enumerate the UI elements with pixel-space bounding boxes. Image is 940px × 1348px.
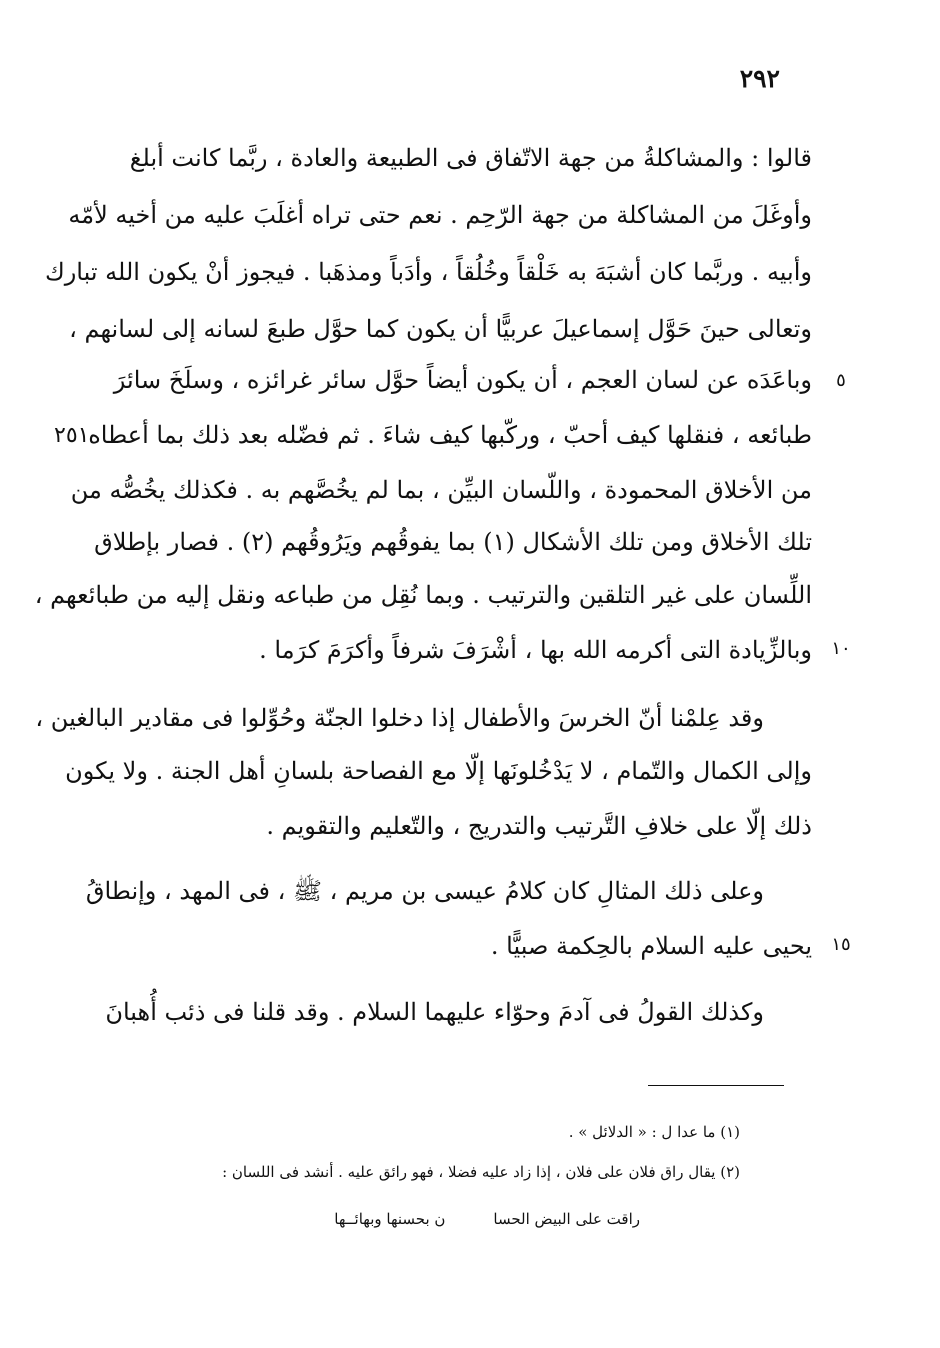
footnote-verse (260, 1207, 640, 1231)
body-line: قالوا : والمشاكلةُ من جهة الاتّفاق فى الطبيعة والعادة ، ربَّما كانت أبلغ (129, 144, 812, 172)
body-line: وباعَدَه عن لسان العجم ، أن يكون أيضاً حوَّل سائر غرائزه ، وسلَخَ سائرَ (113, 366, 812, 394)
line-number-marker: ١٥ (831, 934, 851, 955)
footnote-2: (٢) يقال راق فلان على فلان ، إذا زاد عليه فضلا ، فهو رائق عليه . أنشد فى اللسان : (222, 1163, 740, 1181)
body-line: ذلك إلّا على خلافِ التَّرتيب والتدريج ، والتّعليم والتقويم . (266, 812, 812, 840)
line-number-marker: ١٠ (831, 638, 851, 659)
body-line: وأوغَلَ من المشاكلة من جهة الرّحِم . نعم حتى تراه أغلَبَ عليه من أخيه لأمّه (68, 201, 812, 229)
verse-first-hemistich: راقت على البيض الحسا (493, 1210, 640, 1228)
body-line: وعلى ذلك المثالِ كان كلامُ عيسى بن مريم ، ﷺ ، فى المهد ، وإنطاقُ (85, 877, 764, 905)
body-line: وأبيه . وربَّما كان أشبَهَ به خَلْقاً وخُلُقاً ، وأدَباً ومذهَبا . فيجوز أنْ يكون الله تبارك (44, 258, 812, 286)
body-line: وبالزِّيادة التى أكرمه الله بها ، أشْرَفَ شرفاً وأكرَمَ كرَما . (259, 636, 812, 664)
body-line: وتعالى حينَ حَوَّل إسماعيلَ عربيًّا أن يكون كما حوَّل طبعَ لسانه إلى لسانهم ، (69, 315, 812, 343)
footnote-separator (648, 1085, 784, 1086)
footnote-1: (١) ما عدا ل : « الدلائل » . (568, 1123, 740, 1141)
body-line: من الأخلاق المحمودة ، واللّسان البيِّن ، بما لم يخُصَّهم به . فكذلك يخُصُّه من (70, 476, 812, 504)
verse-second-hemistich: ن بحسنها وبهائــها (334, 1210, 446, 1228)
body-line: تلك الأخلاق ومن تلك الأشكال (١) بما يفوقُهم ويَرُوقُهم (٢) . فصار بإطلاق (94, 528, 812, 556)
body-line: وكذلك القولُ فى آدمَ وحوّاء عليهما السلام . وقد قلنا فى ذئب أُهبانَ (105, 998, 764, 1026)
edition-page-marker: ٢٥١ (54, 423, 90, 448)
body-line: طبائعه ، فنقلها كيف أحبّ ، وركّبها كيف شاءَ . ثم فضّله بعد ذلك بما أعطاه (88, 421, 812, 449)
body-line: وقد عِلمْنا أنّ الخرسَ والأطفال إذا دخلوا الجنّة وحُوِّلوا فى مقادير البالغين ، (35, 704, 764, 732)
body-line: اللِّسان على غير التلقين والترتيب . وبما نُقِل من طباعه ونقل إليه من طبائعهم ، (34, 581, 812, 609)
body-line: يحيى عليه السلام بالحِكمة صبيًّا . (490, 932, 812, 960)
line-number-marker: ٥ (836, 370, 846, 391)
body-line: وإلى الكمال والتّمام ، لا يَدْخُلونَها إلّا مع الفصاحة بلسانِ أهل الجنة . ولا يكون (65, 757, 812, 785)
page-number: ٢٩٢ (739, 64, 780, 93)
